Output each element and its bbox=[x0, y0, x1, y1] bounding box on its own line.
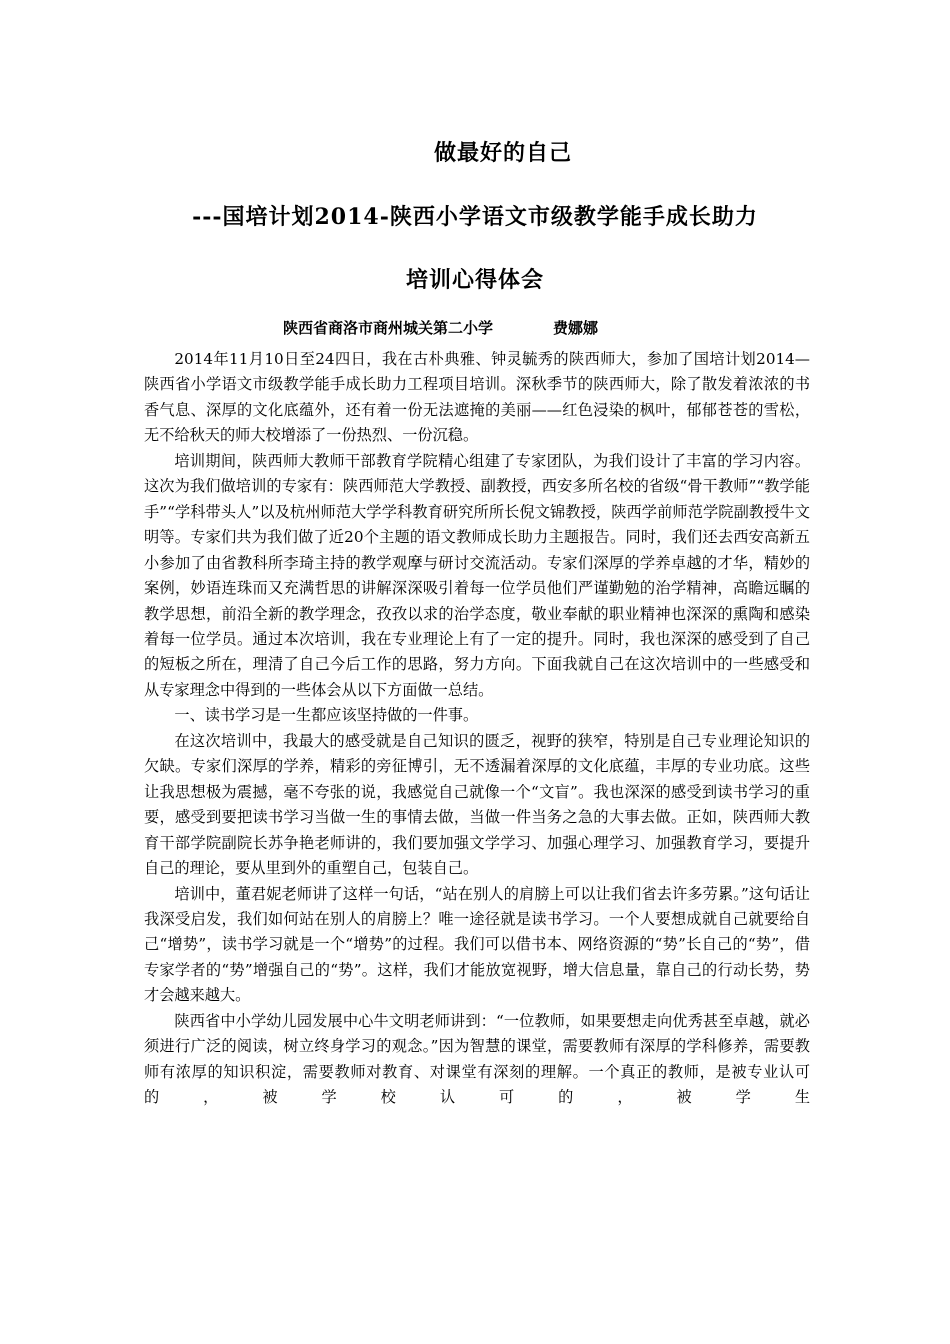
body-paragraph: 2014年11月10日至24四日，我在古朴典雅、钟灵毓秀的陕西师大，参加了国培计划2014—陕西省小学语文市级教学能手成长助力工程项目培训。深秋季节的陕西师大，除了散发着浓浓的书香气息、深厚的文化底蕴外，还有着一份无法遮掩的美丽——红色浸染的枫叶，郁郁苍苍的雪松，无不给秋天的师大校增添了一份热烈、一份沉稳。 bbox=[144, 350, 810, 445]
author-school: 陕西省商洛市商州城关第二小学 bbox=[283, 319, 494, 337]
author-line bbox=[283, 317, 598, 338]
document-subtitle-line2: 培训心得体会 bbox=[405, 267, 544, 293]
document-subtitle-line1: ---国培计划2014-陕西小学语文市级教学能手成长助力 bbox=[192, 204, 758, 230]
section-heading: 一、读书学习是一生都应该坚持做的一件事。 bbox=[174, 706, 479, 725]
author-name: 费娜娜 bbox=[553, 319, 599, 337]
body-paragraph: 培训期间，陕西师大教师干部教育学院精心组建了专家团队，为我们设计了丰富的学习内容。这次为我们做培训的专家有：陕西师范大学教授、副教授，西安多所名校的省级“骨干教师”“教学能手”“学科带头人”以及杭州师范大学学科教育研究所所长倪文锦教授，陕西学前师范学院副教授牛文明等。专家们共为我们做了近20个主题的语文教师成长助力主题报告。同时，我们还去西安高新五小参加了由省教科所李琦主持的教学观摩与研讨交流活动。专家们深厚的学养卓越的才华，精妙的案例，妙语连珠而又充满哲思的讲解深深吸引着每一位学员他们严谨勤勉的治学精神，高瞻远瞩的教学思想，前沿全新的教学理念，孜孜以求的治学态度，敬业奉献的职业精神也深深的熏陶和感染着每一位学员。通过本次培训，我在专业理论上有了一定的提升。同时，我也深深的感受到了自己的短板之所在，理清了自己今后工作的思路，努力方向。下面我就自己在这次培训中的一些感受和从专家理念中得到的一些体会从以下方面做一总结。 bbox=[144, 451, 810, 699]
body-paragraph: 陕西省中小学幼儿园发展中心牛文明老师讲到：“一位教师，如果要想走向优秀甚至卓越，就必须进行广泛的阅读，树立终身学习的观念。”因为智慧的课堂，需要教师有深厚的学科修养，需要教师有浓厚的知识积淀，需要教师对教育、对课堂有深刻的理解。一个真正的教师，是被专业认可的，被学校认可的，被学生 bbox=[144, 1011, 810, 1107]
document-body bbox=[144, 347, 810, 1111]
body-paragraph: 在这次培训中，我最大的感受就是自己知识的匮乏，视野的狭窄，特别是自己专业理论知识的欠缺。专家们深厚的学养，精彩的旁征博引，无不透漏着深厚的文化底蕴，丰厚的专业功底。这些让我思想极为震撼，毫不夸张的说，我感觉自己就像一个“文盲”。我也深深的感受到读书学习的重要，感受到要把读书学习当做一生的事情去做，当做一件当务之急的大事去做。正如，陕西师大教育干部学院副院长苏争艳老师讲的，我们要加强文学学习、加强心理学习、加强教育学习，要提升自己的理论，要从里到外的重塑自己，包装自己。 bbox=[144, 731, 810, 878]
body-paragraph: 培训中，董君妮老师讲了这样一句话，“站在别人的肩膀上可以让我们省去许多劳累。”这句话让我深受启发，我们如何站在别人的肩膀上？唯一途径就是读书学习。一个人要想成就自己就要给自己“增势”，读书学习就是一个“增势”的过程。我们可以借书本、网络资源的“势”长自己的“势”，借专家学者的“势”增强自己的“势”。这样，我们才能放宽视野，增大信息量，靠自己的行动长势，势才会越来越大。 bbox=[144, 884, 810, 1005]
document-title: 做最好的自己 bbox=[433, 140, 572, 166]
